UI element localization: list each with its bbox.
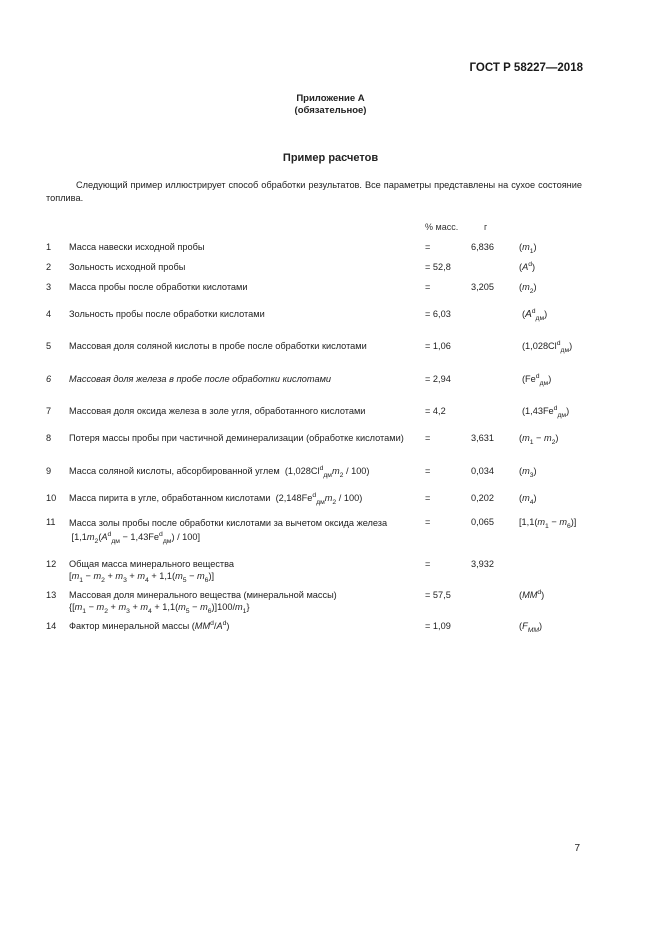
row-symbol: $(F_{MM})$ (519, 621, 543, 634)
row-description: Массовая доля железа в пробе после обработки кислотами (69, 374, 331, 384)
row-symbol: $(A^d)$ (519, 260, 536, 272)
row-number: 2 (46, 262, 52, 272)
row-symbol: $(m_1 - m_2)$ (519, 433, 559, 446)
row-percent: = 4,2 (425, 406, 446, 416)
row-description: Фактор минеральной массы $(MM^d/A^d)$ (69, 619, 230, 631)
row-symbol: $(1,43Fe^d_{дм})$ (522, 404, 570, 419)
row-symbol: $(m_3)$ (519, 466, 537, 479)
row-description: Общая масса минерального вещества $[m_1 - m_2 + m_3 + m_4 + 1,1(m_5 - m_6)]$ (69, 559, 235, 584)
row-description: Масса пирита в угле, обработанном кислотами $(2,148Fe^d_{дм}m_2 / 100)$ (69, 491, 363, 506)
row-grams: 0,034 (471, 466, 494, 476)
row-percent: = 52,8 (425, 262, 451, 272)
row-percent: = 1,09 (425, 621, 451, 631)
row-description: Масса пробы после обработки кислотами (69, 282, 248, 292)
row-description: Масса навески исходной пробы (69, 242, 205, 252)
row-description: Массовая доля оксида железа в золе угля, обработанного кислотами (69, 406, 366, 416)
row-percent: = (425, 282, 431, 292)
row-symbol: $(1,028Cl^d_{дм})$ (522, 339, 573, 354)
column-header-grams: г (484, 222, 488, 232)
row-description: Зольность исходной пробы (69, 262, 186, 272)
row-percent: = (425, 559, 431, 569)
row-number: 6 (46, 374, 52, 384)
appendix-heading (0, 93, 661, 117)
row-percent: = 1,06 (425, 341, 451, 351)
row-number: 8 (46, 433, 52, 443)
row-percent: = 2,94 (425, 374, 451, 384)
row-description: Масса золы пробы после обработки кислотами за вычетом оксида железа $[1,1m_2(A^d_{дм} - 1,43Fe^d_{дм}) / 100]$ (69, 518, 388, 545)
row-percent: = (425, 493, 431, 503)
row-symbol: $(m_1)$ (519, 242, 537, 255)
row-symbol: $(A^d_{дм})$ (522, 307, 548, 322)
appendix-subtitle: (обязательное) (294, 105, 367, 116)
row-number: 13 (46, 590, 57, 600)
row-number: 1 (46, 242, 52, 252)
document-standard-number: ГОСТ Р 58227—2018 (469, 62, 583, 74)
row-description: Зольность пробы после обработки кислотами (69, 309, 265, 319)
row-number: 7 (46, 406, 52, 416)
row-number: 10 (46, 493, 57, 503)
appendix-title: Приложение А (296, 93, 365, 104)
row-percent: = (425, 466, 431, 476)
row-number: 4 (46, 309, 52, 319)
row-number: 12 (46, 559, 57, 569)
row-percent: = (425, 242, 431, 252)
row-grams: 3,932 (471, 559, 494, 569)
row-grams: 0,202 (471, 493, 494, 503)
row-percent: = 6,03 (425, 309, 451, 319)
row-grams: 0,065 (471, 517, 494, 527)
row-description: Потеря массы пробы при частичной деминерализации (обработке кислотами) (69, 433, 404, 443)
row-symbol: $(MM^d)$ (519, 588, 545, 600)
row-number: 11 (46, 517, 56, 527)
intro-paragraph: Следующий пример иллюстрирует способ обработки результатов. Все параметры представлены на сухое состояние топлива. (46, 180, 582, 203)
row-symbol: $(m_2)$ (519, 282, 537, 295)
row-symbol: $[1,1(m_1 - m_6)]$ (519, 517, 577, 530)
row-percent: = 57,5 (425, 590, 451, 600)
row-description: Массовая доля соляной кислоты в пробе после обработки кислотами (69, 341, 367, 351)
row-percent: = (425, 517, 431, 527)
row-number: 14 (46, 621, 57, 631)
row-symbol: $(m_4)$ (519, 493, 537, 506)
page-number: 7 (574, 843, 580, 854)
column-header-percent: % масс. (425, 222, 459, 232)
row-number: 3 (46, 282, 52, 292)
row-number: 5 (46, 341, 52, 351)
row-grams: 3,631 (471, 433, 494, 443)
row-description: Масса соляной кислоты, абсорбированной углем $(1,028Cl^d_{дм}m_2 / 100)$ (69, 464, 370, 479)
section-title: Пример расчетов (282, 152, 379, 164)
row-symbol: $(Fe^d_{дм})$ (522, 372, 552, 387)
row-percent: = (425, 433, 431, 443)
row-grams: 6,836 (471, 242, 494, 252)
row-grams: 3,205 (471, 282, 494, 292)
row-description: Массовая доля минерального вещества (минеральной массы) $\{[m_1 - m_2 + m_3 + m_4 + 1,1(m_5 - m_6)]100/m_1\}$ (69, 590, 337, 615)
row-number: 9 (46, 466, 52, 476)
